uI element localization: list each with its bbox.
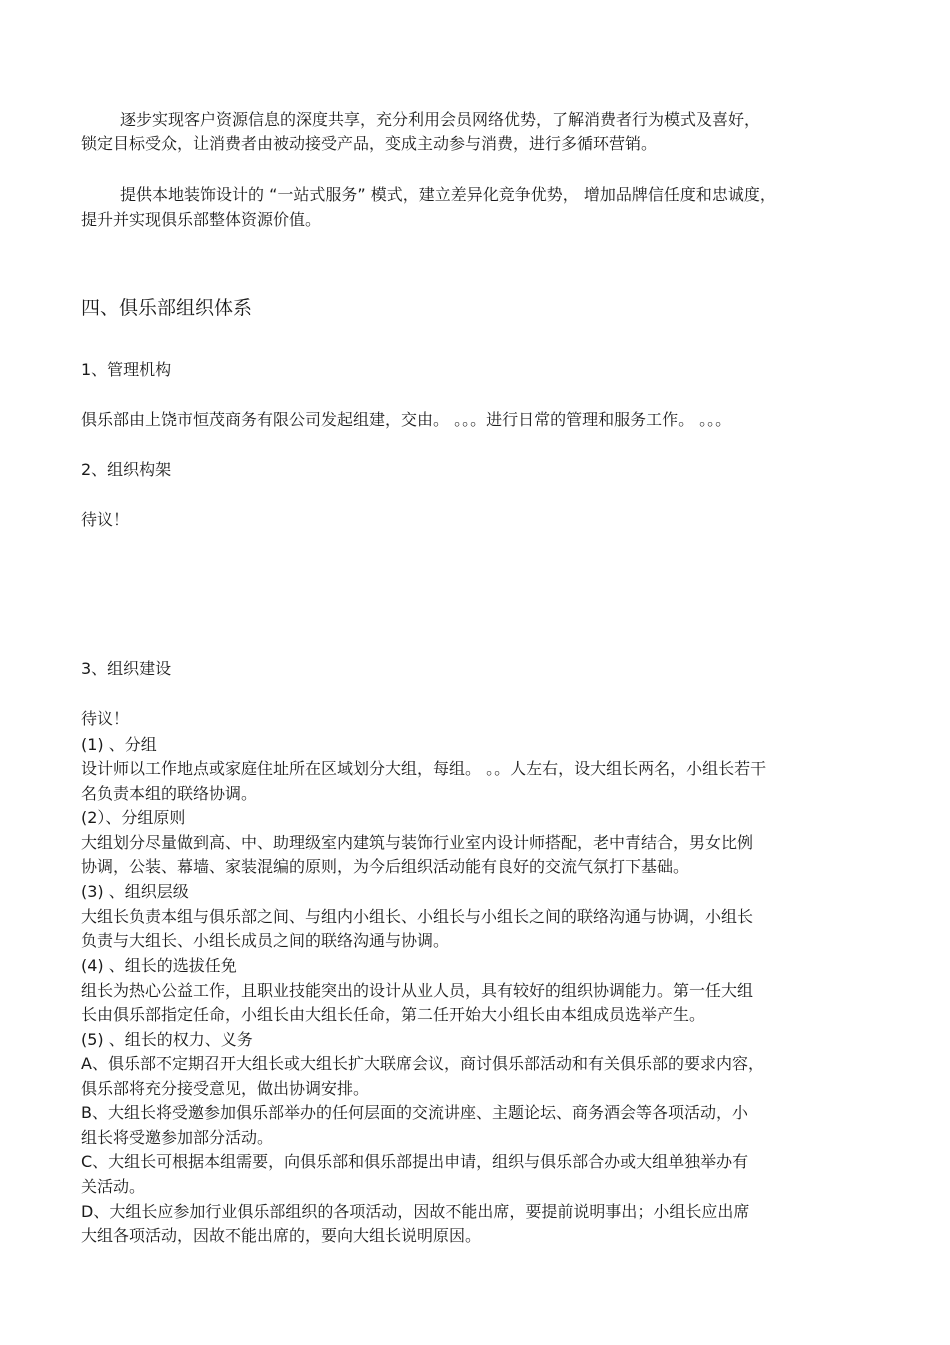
construction-line: 大组划分尽量做到高、中、助理级室内建筑与装饰行业室内设计师搭配，老中青结合，男女比例 <box>81 833 754 852</box>
construction-intro: 待议！ <box>81 709 130 728</box>
construction-line: 大组各项活动，因故不能出席的，要向大组长说明原因。 <box>81 1226 482 1245</box>
construction-line: (2）、分组原则 <box>81 808 186 827</box>
construction-line: 长由俱乐部指定任命，小组长由大组长任命，第二任开始大小组长由本组成员选举产生。 <box>81 1005 706 1024</box>
construction-line: A、俱乐部不定期召开大组长或大组长扩大联席会议，商讨俱乐部活动和有关俱乐部的要求内容， <box>81 1054 764 1073</box>
construction-line: 名负责本组的联络协调。 <box>81 784 258 803</box>
intro-paragraph-1-line-1: 逐步实现客户资源信息的深度共享，充分利用会员网络优势，了解消费者行为模式及喜好， <box>120 110 761 129</box>
intro-paragraph-2-line-1: 提供本地装饰设计的 “一站式服务” 模式，建立差异化竞争优势， 增加品牌信任度和忠诚度， <box>120 185 776 204</box>
construction-line: (5) 、组长的权力、义务 <box>81 1030 253 1049</box>
construction-line: C、大组长可根据本组需要，向俱乐部和俱乐部提出申请，组织与俱乐部合办或大组单独举办有 <box>81 1152 749 1171</box>
construction-line: D、大组长应参加行业俱乐部组织的各项活动，因故不能出席，要提前说明事出；小组长应出席 <box>81 1202 750 1221</box>
construction-line: 设计师以工作地点或家庭住址所在区域划分大组，每组。 。。人左右，设大组长两名，小组长若干 <box>81 759 767 778</box>
intro-paragraph-1-line-2: 锁定目标受众，让消费者由被动接受产品，变成主动参与消费，进行多循环营销。 <box>81 134 658 153</box>
framework-text: 待议！ <box>81 510 130 529</box>
construction-line: 组长为热心公益工作，且职业技能突出的设计从业人员，具有较好的组织协调能力。第一任大组 <box>81 981 754 1000</box>
management-heading: 1、管理机构 <box>81 360 172 379</box>
framework-heading: 2、组织构架 <box>81 460 172 479</box>
construction-line: 关活动。 <box>81 1177 146 1196</box>
construction-line: 大组长负责本组与俱乐部之间、与组内小组长、小组长与小组长之间的联络沟通与协调，小组长 <box>81 907 754 926</box>
intro-paragraph-2-line-2: 提升并实现俱乐部整体资源价值。 <box>81 210 322 229</box>
construction-line: 协调，公装、幕墙、家装混编的原则，为今后组织活动能有良好的交流气氛打下基础。 <box>81 857 690 876</box>
construction-line: (1) 、分组 <box>81 735 157 754</box>
section-title: 四、俱乐部组织体系 <box>81 297 253 319</box>
construction-line: 组长将受邀参加部分活动。 <box>81 1128 274 1147</box>
construction-heading: 3、组织建设 <box>81 659 172 678</box>
construction-line: B、大组长将受邀参加俱乐部举办的任何层面的交流讲座、主题论坛、商务酒会等各项活动，小 <box>81 1103 748 1122</box>
construction-line: 负责与大组长、小组长成员之间的联络沟通与协调。 <box>81 931 450 950</box>
construction-line: (4) 、组长的选拔任免 <box>81 956 237 975</box>
construction-line: (3) 、组织层级 <box>81 882 189 901</box>
management-text: 俱乐部由上饶市恒茂商务有限公司发起组建，交由。 。。。进行日常的管理和服务工作。 。。。 <box>81 410 732 429</box>
construction-line: 俱乐部将充分接受意见，做出协调安排。 <box>81 1079 370 1098</box>
